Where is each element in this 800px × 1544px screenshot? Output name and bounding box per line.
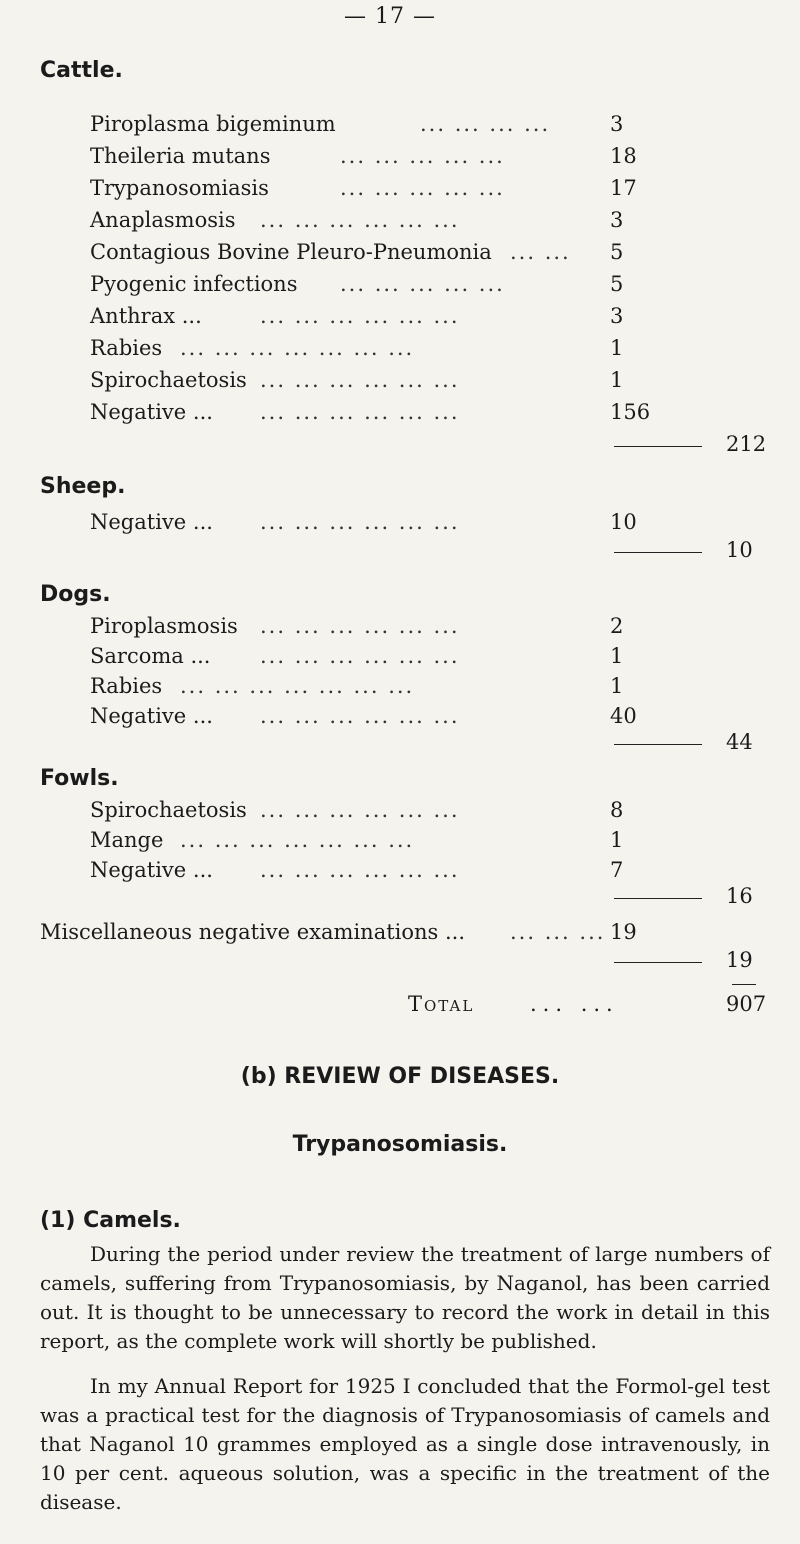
list-item: Spirochaetosis ... ... ... ... ... ... 8 bbox=[90, 798, 624, 822]
section-heading-dogs: Dogs. bbox=[40, 582, 111, 607]
list-item: Negative ... ... ... ... ... ... ... 7 bbox=[90, 858, 624, 882]
subtotal-sheep: 10 bbox=[614, 538, 774, 568]
paragraph-2: In my Annual Report for 1925 I concluded that the Formol-gel test was a practical test for the diagnosis of Trypanosomiasis of camels and that Naganol 10 grammes employed as a single dose intravenously, in 10 per cent. aqueous solution, was a specific in the treatment of the disease. bbox=[40, 1374, 770, 1514]
subtotal-fowls: 16 bbox=[614, 884, 774, 914]
list-item: Negative ... ... ... ... ... ... ... 10 bbox=[90, 510, 637, 534]
section-heading-cattle: Cattle. bbox=[40, 58, 123, 83]
list-item: Negative ... ... ... ... ... ... ... 156 bbox=[90, 400, 651, 424]
list-item: Piroplasmosis ... ... ... ... ... ... 2 bbox=[90, 614, 624, 638]
camels-heading: (1) Camels. bbox=[40, 1208, 181, 1233]
list-item: Negative ... ... ... ... ... ... ... 40 bbox=[90, 704, 637, 728]
total-rule bbox=[732, 984, 756, 985]
list-item: Contagious Bovine Pleuro-Pneumonia ... ... 5 bbox=[90, 240, 624, 264]
list-item: Anaplasmosis ... ... ... ... ... ... 3 bbox=[90, 208, 624, 232]
page-number: — 17 — bbox=[344, 4, 436, 29]
total-label: Total bbox=[408, 992, 475, 1016]
subtotal-cattle: 212 bbox=[614, 432, 774, 462]
list-item: Anthrax ... ... ... ... ... ... ... 3 bbox=[90, 304, 624, 328]
review-heading: (b) REVIEW OF DISEASES. bbox=[240, 1064, 560, 1089]
subtotal-misc: 19 bbox=[614, 948, 774, 978]
paragraph-1: During the period under review the treatment of large numbers of camels, suffering from Trypanosomiasis, by Naganol, has been carried out. It is thought to be unnecessary to record the work in detail in this report, as the complete work will shortly be published. bbox=[40, 1242, 770, 1353]
section-heading-sheep: Sheep. bbox=[40, 474, 126, 499]
misc-row: Miscellaneous negative examinations ... ... ... ... 19 bbox=[40, 920, 637, 944]
list-item: Pyogenic infections ... ... ... ... ... 5 bbox=[90, 272, 624, 296]
total-row: Total ... ... 907 bbox=[408, 992, 767, 1016]
list-item: Trypanosomiasis ... ... ... ... ... 17 bbox=[90, 176, 637, 200]
list-item: Rabies ... ... ... ... ... ... ... 1 bbox=[90, 674, 624, 698]
list-item: Spirochaetosis ... ... ... ... ... ... 1 bbox=[90, 368, 624, 392]
trypanosomiasis-heading: Trypanosomiasis. bbox=[292, 1132, 508, 1157]
list-item: Rabies ... ... ... ... ... ... ... 1 bbox=[90, 336, 624, 360]
subtotal-dogs: 44 bbox=[614, 730, 774, 760]
list-item: Piroplasma bigeminum ... ... ... ... 3 bbox=[90, 112, 624, 136]
list-item: Mange ... ... ... ... ... ... ... 1 bbox=[90, 828, 624, 852]
list-item: Theileria mutans ... ... ... ... ... 18 bbox=[90, 144, 637, 168]
total-value: 907 bbox=[726, 992, 767, 1016]
section-heading-fowls: Fowls. bbox=[40, 766, 119, 791]
list-item: Sarcoma ... ... ... ... ... ... ... 1 bbox=[90, 644, 624, 668]
